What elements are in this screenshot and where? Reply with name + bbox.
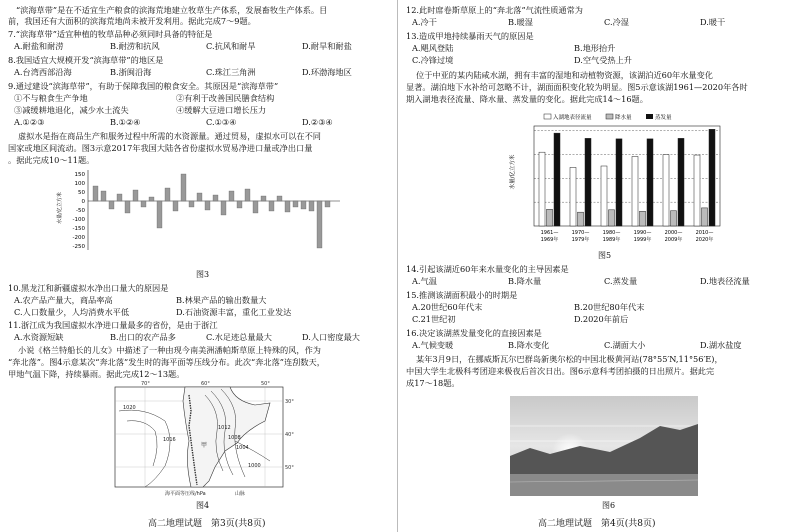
q14-opt-d[interactable]: D.地表径流量: [700, 276, 750, 286]
fig4-lon: 50°: [261, 381, 270, 387]
fig4-isobar-map: [105, 381, 295, 497]
q10-opt-c[interactable]: C.人口数量少，人均消费水平低: [14, 307, 130, 317]
fig3-yticks: [73, 172, 86, 250]
q15-opt-a[interactable]: A.20世纪60年代末: [412, 302, 483, 312]
fig5-bar-evap: [678, 138, 684, 226]
fig5-xtick-label: 1979年: [571, 237, 590, 243]
q7-stem: 7.“滨海草带”适宜种植的牧草品种必须同时具备的特征是: [8, 29, 213, 39]
fig4-lat: 50°: [285, 465, 294, 471]
q13-opt-a[interactable]: A.飓风登陆: [412, 43, 454, 53]
q7-opt-b[interactable]: B.耐涝和抗风: [110, 41, 160, 51]
q8-opt-b[interactable]: B.浙闽沿海: [110, 67, 152, 77]
q10-opt-a[interactable]: A.农产品产量大，商品率高: [14, 295, 113, 305]
fig3-caption: 图3: [196, 270, 210, 279]
q7-opt-c[interactable]: C.抗风和耐旱: [206, 41, 256, 51]
fig5-bar-evap: [647, 139, 653, 226]
q10-stem: 10.黑龙江和新疆虚拟水净出口量大的原因是: [8, 283, 169, 293]
fig3-ytick: 100: [74, 181, 85, 187]
q16-opt-c[interactable]: C.湖面大小: [604, 340, 646, 350]
fig5-bar-evap: [585, 138, 591, 226]
fig5-bar-evap: [709, 129, 715, 226]
q7-opt-d[interactable]: D.耐旱和耐盐: [302, 41, 352, 51]
fig5-bar-evap: [554, 133, 560, 226]
fig5-legend-swatch-runoff: [544, 114, 551, 119]
q13-opt-c[interactable]: C.冷锋过境: [412, 55, 454, 65]
passage4-line-2: 显著。湖泊地下水补给可忽略不计，湖面面积变化较为明显。图5示意该湖1961—2020年各时: [406, 82, 748, 92]
fig5-bar-runoff: [601, 166, 607, 226]
q9-item-3: ③减缓耕地退化，减少水土流失: [14, 105, 129, 115]
fig4-isobar-label: 1008: [228, 435, 241, 441]
fig5-legend-runoff: 入湖地表径流量: [553, 115, 592, 121]
fig5-bar-precip: [547, 209, 553, 226]
q10-opt-b[interactable]: B.林果产品的输出数量大: [176, 295, 267, 305]
fig5-xtick-label: 1969年: [540, 237, 559, 243]
fig5-xtick-label: 1961—: [540, 230, 559, 236]
passage2-line-3: 。据此完成10～11题。: [8, 155, 95, 165]
fig5-xtick-label: 1970—: [571, 230, 590, 236]
fig3-ytick: -150: [72, 226, 85, 232]
q15-opt-d[interactable]: D.2020年前后: [574, 314, 629, 324]
q8-opt-c[interactable]: C.珠江三角洲: [206, 67, 256, 77]
fig4-lat: 40°: [285, 432, 294, 438]
fig3-ytick: -250: [72, 244, 85, 250]
q9-stem: 9.通过建设“滨海草带”，有助于保障我国的粮食安全。其原因是“滨海草带”: [8, 81, 279, 91]
fig4-isobar-label: 1012: [218, 425, 231, 431]
q9-item-4: ④缓解大豆进口增长压力: [176, 105, 267, 115]
passage5-line-2: 中国大学生北极科考团迎来极夜后首次日出。图6示意科考团拍摄的日出照片。据此完: [406, 366, 715, 376]
passage2-line-2: 国家或地区间流动。图3示意2017年我国大陆各省份虚拟水贸易净进口量或净出口量: [8, 143, 313, 153]
fig5-legend-swatch-precip: [606, 114, 613, 119]
q11-opt-d[interactable]: D.人口密度最大: [302, 332, 360, 342]
fig4-legend-mountain: 山脉: [235, 491, 246, 497]
photo-water: [510, 474, 698, 496]
fig5-xtick-label: 2010—: [695, 230, 714, 236]
q8-opt-d[interactable]: D.环渤海地区: [302, 67, 352, 77]
q14-stem: 14.引起该湖近60年来水量变化的主导因素是: [406, 264, 569, 274]
page-3: [0, 0, 396, 532]
fig4-isobar-label: 1020: [123, 405, 136, 411]
fig5-bar-runoff: [663, 155, 669, 226]
passage4-line-1: 位于中亚的某内陆咸水湖，拥有丰富的湿地和动植物资源，该湖泊近60年水量变化: [416, 70, 713, 80]
q10-opt-d[interactable]: D.石油资源丰富，重化工业发达: [176, 307, 292, 317]
footer-page-3: 高二地理试题 第3页(共8页): [148, 519, 266, 529]
fig5-xtick-label: 2020年: [695, 237, 714, 243]
fig5-plot-frame: [534, 126, 720, 226]
fig5-xtick-label: 2009年: [664, 237, 683, 243]
q8-stem: 8.我国适宜大规模开发“滨海草带”的地区是: [8, 55, 164, 65]
fig6-caption: 图6: [602, 501, 616, 510]
fig5-caption: 图5: [598, 251, 612, 260]
fig4-caption: 图4: [196, 501, 210, 510]
fig4-place-jia: 甲: [201, 442, 208, 449]
intro-line-1: “滨海草带”是在不适宜生产粮食的滨海荒地建立牧草生产体系，发展畜牧生产体系。目: [16, 5, 328, 15]
q13-opt-d[interactable]: D.空气受热上升: [574, 55, 632, 65]
fig5-bar-precip: [671, 211, 677, 226]
passage5-line-1: 某年3月9日，在挪威斯瓦尔巴群岛新奥尔松的中国北极黄河站(78°55′N,11°56′E)，: [416, 354, 723, 364]
passage3-line-1: 小说《格兰特船长的儿女》中描述了一种由现今南美洲潘帕斯草原上特殊的风，作为: [18, 345, 321, 355]
q11-opt-a[interactable]: A.水资源短缺: [14, 332, 64, 342]
fig3-ylabel: 水量/亿立方米: [57, 192, 63, 224]
fig5-bar-evap: [616, 139, 622, 226]
q11-opt-c[interactable]: C.水足迹总量最大: [206, 332, 272, 342]
fig4-lon: 60°: [201, 381, 210, 387]
fig5-ylabel: 水量/亿立方米: [510, 154, 516, 190]
q16-opt-b[interactable]: B.降水变化: [508, 340, 550, 350]
fig3-ytick: 0: [81, 199, 85, 205]
q12-opt-b[interactable]: B.暖湿: [508, 17, 533, 27]
q15-opt-b[interactable]: B.20世纪80年代末: [574, 302, 645, 312]
fig5-bar-precip: [578, 212, 584, 226]
q12-opt-a[interactable]: A.冷干: [412, 17, 437, 27]
footer-page-4: 高二地理试题 第4页(共8页): [538, 519, 656, 529]
fig5-bar-precip: [609, 210, 615, 226]
fig5-xtick-label: 1990—: [633, 230, 652, 236]
q13-stem: 13.造成甲地持续暴雨天气的原因是: [406, 31, 534, 41]
fig5-bar-precip: [702, 208, 708, 226]
q15-opt-c[interactable]: C.21世纪初: [412, 314, 456, 324]
fig4-isobar-label: 1004: [236, 445, 249, 451]
fig4-lon: 70°: [141, 381, 150, 387]
fig5-bar-runoff: [694, 155, 700, 226]
fig5-bar-precip: [640, 211, 646, 226]
fig4-isobar-label: 1016: [163, 437, 176, 443]
q14-opt-b[interactable]: B.降水量: [508, 276, 542, 286]
q9-item-1: ①不与粮食生产争地: [14, 93, 88, 103]
q11-opt-b[interactable]: B.出口的农产品多: [110, 332, 176, 342]
fig3-ytick: -200: [72, 235, 85, 241]
passage3-line-2: “奔北落”。图4示意某次“奔北落”发生时的海平面等压线分布。此次“奔北落”连刮数天，: [8, 357, 325, 367]
fig5-legend-swatch-evap: [646, 114, 653, 119]
fig4-isobar-label: 1000: [248, 463, 261, 469]
q13-opt-b[interactable]: B.地形抬升: [574, 43, 616, 53]
q12-opt-d[interactable]: D.暖干: [700, 17, 726, 27]
q16-opt-a[interactable]: A.气候变暖: [412, 340, 454, 350]
q8-opt-a[interactable]: A.台湾西部沿海: [14, 67, 72, 77]
q16-opt-d[interactable]: D.湖水盐度: [700, 340, 742, 350]
passage2-line-1: 虚拟水是指在商品生产和服务过程中所需的水资源量。通过贸易，虚拟水可以在不同: [18, 131, 321, 141]
fig4-lat: 30°: [285, 399, 294, 405]
fig5-xtick-label: 2000—: [664, 230, 683, 236]
q14-opt-a[interactable]: A.气温: [412, 276, 437, 286]
passage5-line-3: 成17～18题。: [406, 378, 460, 388]
fig3-ytick: 50: [78, 190, 85, 196]
q16-stem: 16.决定该湖蒸发量变化的直接因素是: [406, 328, 542, 338]
fig5-bar-runoff: [539, 152, 545, 226]
q9-opt-b[interactable]: B.①②④: [110, 117, 141, 127]
q9-opt-a[interactable]: A.①②③: [14, 117, 45, 127]
fig3-bar-chart: [55, 166, 345, 256]
q11-stem: 11.浙江成为我国虚拟水净进口量最多的省份，是由于浙江: [8, 320, 218, 330]
fig5-bar-runoff: [570, 167, 576, 226]
q9-item-2: ②有利于改善国民膳食结构: [176, 93, 275, 103]
q14-opt-c[interactable]: C.蒸发量: [604, 276, 638, 286]
fig5-bar-chart: [506, 110, 726, 248]
passage3-line-3: 甲地气温下降，持续暴雨。据此完成12～13题。: [8, 369, 185, 379]
fig3-ytick: -100: [72, 217, 85, 223]
fig5-xtick-label: 1999年: [633, 237, 652, 243]
q9-opt-d[interactable]: D.②③④: [302, 117, 333, 127]
fig6-sunrise-photo: [510, 396, 698, 496]
passage4-line-3: 期入湖地表径流量、降水量、蒸发量的变化。据此完成14～16题。: [406, 94, 648, 104]
q15-stem: 15.推测该湖面积最小的时期是: [406, 290, 518, 300]
q12-opt-c[interactable]: C.冷湿: [604, 17, 629, 27]
fig3-ytick: 150: [74, 172, 85, 178]
page-4: [398, 0, 794, 532]
fig5-xtick-label: 1980—: [602, 230, 621, 236]
intro-line-2: 前，我国还有大面积的滨海荒地尚未被开发利用。据此完成7～9题。: [8, 16, 256, 26]
fig5-legend-evap: 蒸发量: [655, 115, 672, 121]
fig5-xtick-label: 1989年: [602, 237, 621, 243]
q7-opt-a[interactable]: A.耐盐和耐涝: [14, 41, 64, 51]
fig4-legend-isobar: 海平面等压线/hPa: [165, 491, 206, 497]
q9-opt-c[interactable]: C.①③④: [206, 117, 237, 127]
fig5-legend-precip: 降水量: [615, 115, 632, 121]
fig5-bar-runoff: [632, 156, 638, 226]
fig3-ytick: -50: [76, 208, 85, 214]
q12-stem: 12.此时席卷斯草原上的“奔北落”气流性质通常为: [406, 5, 583, 15]
